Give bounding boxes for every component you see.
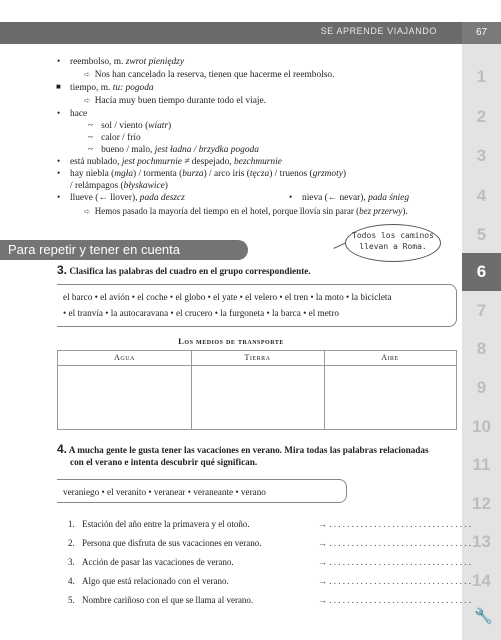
vocab-nieva: nieva (← nevar), pada śnieg [302, 193, 410, 203]
vocab-hace: hace [70, 109, 88, 119]
vocab-relampagos: / relámpagos (błyskawice) [70, 181, 168, 191]
chapter-tab-9[interactable]: 9 [476, 378, 487, 397]
arrow-icon: ➪ [84, 207, 91, 216]
question-1: 1. Estación del año entre la primavera y el otoño. [68, 519, 250, 529]
word-box-verano: veraniego • el veranito • veranear • veraneante • verano [57, 479, 347, 503]
chapter-tab-5[interactable]: 5 [476, 225, 487, 244]
column-header-aire: Aire [324, 351, 456, 366]
speech-bubble-line-1: Todos los caminos [352, 231, 434, 240]
chapter-tab-1[interactable]: 1 [476, 67, 487, 86]
column-divider [324, 351, 325, 429]
vocab-niebla: hay niebla (mgła) / tormenta (burza) / arco iris (tęcza) / truenos (grzmoty) [70, 169, 347, 179]
vocab-calor: ~ calor / frío [88, 133, 141, 143]
answer-line-5[interactable]: → . . . . . . . . . . . . . . . . . . . . . . . . . . . . . . . . [318, 595, 471, 605]
section-title: Para repetir y tener en cuenta [8, 242, 180, 257]
question-3: 3. Acción de pasar las vacaciones de verano. [68, 557, 234, 567]
answer-line-3[interactable]: → . . . . . . . . . . . . . . . . . . . . . . . . . . . . . . . . [318, 557, 471, 567]
vocab-llueve: llueve (← llover), pada deszcz [70, 193, 185, 203]
chapter-tabs [462, 44, 501, 640]
vocab-tiempo: tiempo, m. tu: pogoda [70, 83, 154, 93]
vocab-bueno: ~ bueno / malo, jest ładna / brzydka pogoda [88, 145, 259, 155]
chapter-tab-2[interactable]: 2 [476, 107, 487, 126]
word-box-line-1: el barco • el avión • el coche • el globo • el yate • el velero • el tren • la moto • la bicicleta [63, 292, 392, 302]
column-header-tierra: Tierra [191, 351, 324, 366]
bullet-icon: • [57, 168, 61, 178]
chapter-tab-8[interactable]: 8 [476, 339, 487, 358]
question-2: 2. Persona que disfruta de sus vacaciones en verano. [68, 538, 262, 548]
chapter-tab-12[interactable]: 12 [472, 494, 491, 513]
bullet-icon: • [57, 108, 61, 118]
answer-line-2[interactable]: → . . . . . . . . . . . . . . . . . . . . . . . . . . . . . . . . [318, 538, 471, 548]
square-bullet-icon: ■ [56, 82, 61, 91]
chapter-tab-3[interactable]: 3 [476, 146, 487, 165]
chapter-tab-11[interactable]: 11 [472, 455, 491, 474]
arrow-icon: ➪ [84, 96, 91, 105]
vocab-reembolso: reembolso, m. zwrot pieniędzy [70, 57, 184, 67]
chapter-tab-13[interactable]: 13 [472, 532, 491, 551]
vocab-nublado: está nublado, jest pochmurnie ≠ despejado, bezchmurnie [70, 157, 282, 167]
column-divider [191, 351, 192, 429]
bullet-icon: • [57, 56, 61, 66]
example-reembolso: ➪ Nos han cancelado la reserva, tienen que hacerme el reembolso. [84, 70, 335, 80]
word-box-line-2: • el tranvía • la autocaravana • el crucero • la furgoneta • la barca • el metro [63, 308, 339, 318]
arrow-icon: ➪ [84, 70, 91, 79]
speech-bubble-line-2: llevan a Roma. [359, 242, 427, 251]
wrench-icon[interactable]: 🔧 [474, 609, 493, 625]
bullet-icon: • [57, 156, 61, 166]
word-box-transport [57, 284, 457, 327]
speech-bubble [345, 224, 441, 262]
bullet-icon: • [57, 192, 61, 202]
chapter-tab-7[interactable]: 7 [476, 301, 487, 320]
chapter-tab-6[interactable]: 6 [462, 253, 501, 291]
table-title: Los medios de transporte [178, 336, 284, 346]
chapter-tab-10[interactable]: 10 [472, 417, 491, 436]
column-header-agua: Agua [58, 351, 191, 366]
chapter-tab-14[interactable]: 14 [472, 571, 491, 590]
question-5: 5. Nombre cariñoso con el que se llama al verano. [68, 595, 254, 605]
example-hotel: ➪ Hemos pasado la mayoría del tiempo en el hotel, porque llovía sin parar (bez przerwy). [84, 206, 408, 216]
answer-line-4[interactable]: → . . . . . . . . . . . . . . . . . . . . . . . . . . . . . . . . [318, 576, 471, 586]
chapter-tab-4[interactable]: 4 [476, 186, 487, 205]
classification-table [57, 350, 457, 430]
exercise-3-title: 3. Clasifica las palabras del cuadro en el grupo correspondiente. [57, 263, 311, 277]
question-4: 4. Algo que está relacionado con el verano. [68, 576, 229, 586]
vocab-sol: ~ sol / viento (wiatr) [88, 121, 172, 131]
page-number: 67 [462, 22, 501, 44]
answer-line-1[interactable]: → . . . . . . . . . . . . . . . . . . . . . . . . . . . . . . . . [318, 519, 471, 529]
bullet-icon: • [289, 192, 293, 202]
example-tiempo: ➪ Hacía muy buen tiempo durante todo el viaje. [84, 96, 267, 106]
running-header: SE APRENDE VIAJANDO [320, 26, 437, 36]
exercise-4-title: 4. A mucha gente le gusta tener las vacaciones en verano. Mira todas las palabras relacionadas con el verano e intenta descubrir qué significan. [57, 442, 429, 467]
